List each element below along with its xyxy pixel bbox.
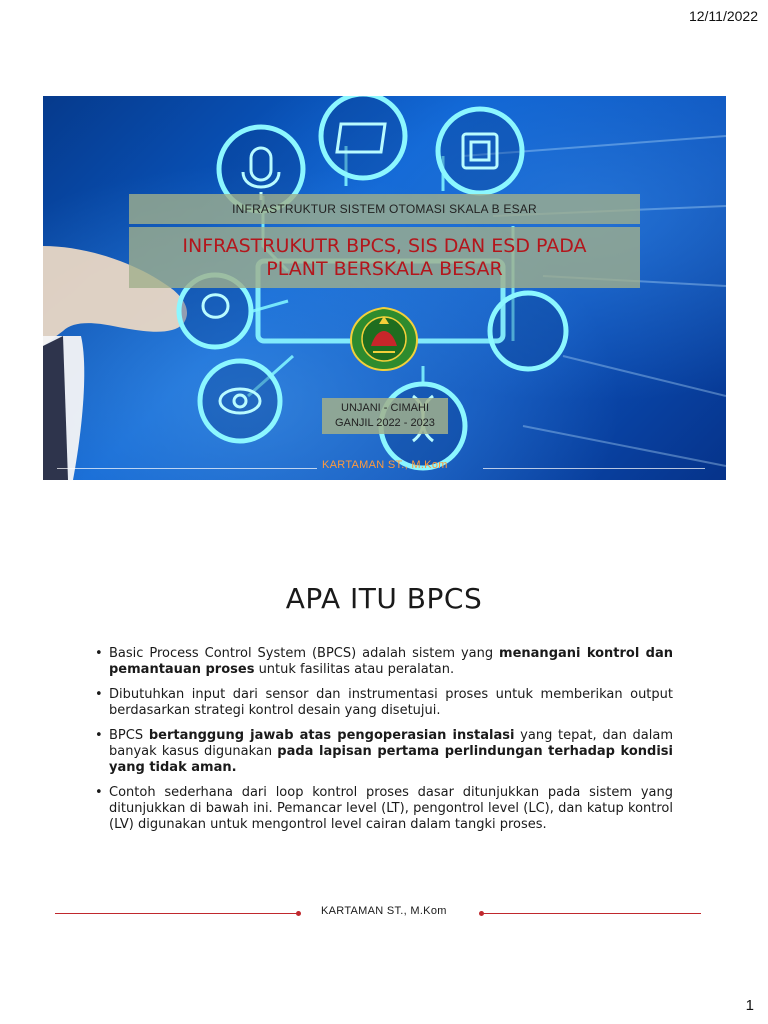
slide-title: INFRASTRUKUTR BPCS, SIS DAN ESD PADA PLANT BERSKALA BESAR — [182, 234, 587, 280]
chip-icon — [438, 109, 522, 193]
footer-dot-left — [296, 911, 301, 916]
slide1-footer-author: KARTAMAN ST., M.Kom — [322, 459, 448, 471]
footer-line-left — [55, 913, 298, 914]
bullet-item: • Basic Process Control System (BPCS) adalah sistem yang menangani kontrol dan pemantauan proses untuk fasilitas atau peralatan. — [95, 646, 673, 678]
title-slide — [43, 96, 726, 480]
info-campus: UNJANI - CIMAHI — [341, 402, 429, 414]
info-semester: GANJIL 2022 - 2023 — [335, 417, 435, 429]
bullet-list — [95, 646, 673, 842]
subtitle-band — [129, 194, 640, 224]
slide2-title: APA ITU BPCS — [285, 582, 483, 615]
page-date: 12/11/2022 — [688, 8, 758, 24]
slide2-footer — [55, 905, 705, 921]
footer-line-right — [483, 468, 705, 469]
bullet-item: • Dibutuhkan input dari sensor dan instrumentasi proses untuk memberikan output berdasarkan strategi kontrol desain yang disetujui. — [95, 687, 673, 719]
footer-line-right — [483, 913, 701, 914]
slide2-footer-author: KARTAMAN ST., M.Kom — [321, 905, 447, 917]
title-band — [129, 227, 640, 288]
page-number: 1 — [745, 997, 754, 1014]
slide-subtitle: INFRASTRUKTUR SISTEM OTOMASI SKALA B ESAR — [232, 202, 537, 216]
folder-icon — [321, 96, 405, 178]
eye-icon — [200, 361, 280, 441]
slide1-footer — [43, 459, 726, 475]
university-emblem-icon — [349, 306, 419, 372]
footer-line-left — [57, 468, 317, 469]
bullet-item: • BPCS bertanggung jawab atas pengoperasian instalasi yang tepat, dan dalam banyak kasus digunakan pada lapisan pertama perlindungan terhadap kondisi yang tidak aman. — [95, 728, 673, 776]
info-box — [322, 398, 448, 434]
bullet-item: • Contoh sederhana dari loop kontrol proses dasar ditunjukkan pada sistem yang ditunjukkan di bawah ini. Pemancar level (LT), pengontrol level (LC), dan katup kontrol (LV) digunakan untuk mengontrol level cairan dalam tangki proses. — [95, 785, 673, 833]
